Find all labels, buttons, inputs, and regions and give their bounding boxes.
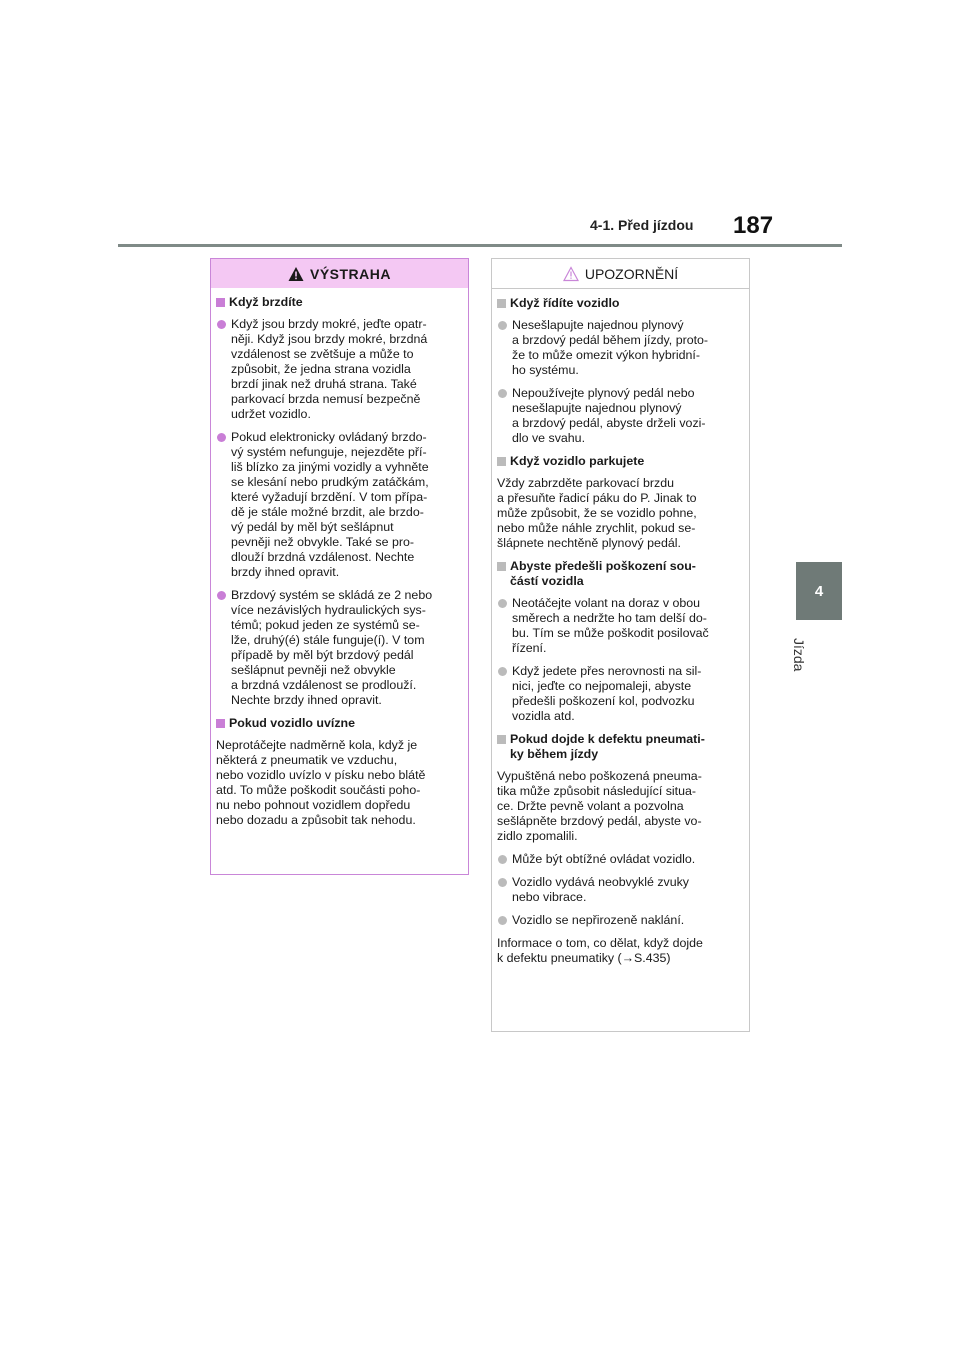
section-title: 4-1. Před jízdou bbox=[590, 217, 694, 233]
subheading: Když řídíte vozidlo bbox=[497, 296, 744, 311]
bullet-item: Může být obtížné ovládat vozidlo. bbox=[497, 852, 744, 867]
warning-header bbox=[211, 259, 468, 288]
square-bullet-icon bbox=[497, 457, 506, 466]
bullet-dot-icon bbox=[498, 855, 507, 864]
bullet-item: Když jedete přes nerovnosti na sil- nici, jeďte co nejpomaleji, abyste předešli poškození kol, podvozku vozidla atd. bbox=[497, 664, 744, 724]
square-bullet-icon bbox=[497, 562, 506, 571]
caution-box bbox=[491, 258, 750, 1032]
bullet-dot-icon bbox=[498, 878, 507, 887]
bullet-item: Brzdový systém se skládá ze 2 nebo více nezávislých hydraulických sys- témů; pokud jeden ze systémů se- lže, druhý(é) stále funguje(í). V tom případě by měl být brzdový pedál sešlápnut pevněji než obvykle a brzdná vzdálenost se prodlouží. Nechte brzdy ihned opravit. bbox=[216, 588, 463, 708]
bullet-item: Pokud elektronicky ovládaný brzdo- vý systém nefunguje, nejezděte pří- liš blízko za jinými vozidly a vyhněte se klesání nebo prudkým zatáčkám, které vyžadují brzdění. V tom přípa- dě je stále možné brzdit, ale brzdo- vý pedál by měl být sešlápnut pevněji než obvykle. Také se pro- dlouží brzdná vzdálenost. Nechte brzdy ihned opravit. bbox=[216, 430, 463, 580]
square-bullet-icon bbox=[216, 719, 225, 728]
warning-box bbox=[210, 258, 469, 875]
header-divider bbox=[118, 244, 842, 247]
caution-title: UPOZORNĚNÍ bbox=[584, 265, 679, 282]
subheading: Abyste předešli poškození sou- částí vozidla bbox=[497, 559, 744, 589]
bullet-dot-icon bbox=[217, 591, 226, 600]
square-bullet-icon bbox=[216, 298, 225, 307]
square-bullet-icon bbox=[497, 735, 506, 744]
subheading: Když brzdíte bbox=[216, 295, 463, 310]
square-bullet-icon bbox=[497, 299, 506, 308]
bullet-dot-icon bbox=[498, 389, 507, 398]
page-reference-paragraph: Informace o tom, co dělat, když dojde k defektu pneumatiky (→S.435) bbox=[497, 936, 703, 965]
bullet-dot-icon bbox=[498, 916, 507, 925]
subheading: Pokud vozidlo uvízne bbox=[216, 716, 463, 731]
bullet-item: Neotáčejte volant na doraz v obou směrech a nedržte ho tam delší do- bu. Tím se může poškodit posilovač řízení. bbox=[497, 596, 744, 656]
chapter-label: Jízda bbox=[791, 638, 807, 672]
bullet-dot-icon bbox=[217, 320, 226, 329]
subheading: Pokud dojde k defektu pneumati- ky během jízdy bbox=[497, 732, 744, 762]
chapter-tab: 4 bbox=[796, 562, 842, 620]
bullet-dot-icon bbox=[498, 321, 507, 330]
warning-triangle-icon bbox=[288, 266, 304, 282]
bullet-item: Vozidlo se nepřirozeně naklání. bbox=[497, 913, 744, 928]
page-number: 187 bbox=[733, 212, 774, 239]
caution-triangle-icon bbox=[563, 266, 579, 282]
bullet-item: Když jsou brzdy mokré, jeďte opatr- něji. Když jsou brzdy mokré, brzdná vzdálenost se zvětšuje a může to způsobit, že jedna strana vozidla brzdí jinak než druhá strana. Také parkovací brzda nemusí bezpečně udržet vozidlo. bbox=[216, 317, 463, 422]
bullet-dot-icon bbox=[217, 433, 226, 442]
bullet-dot-icon bbox=[498, 667, 507, 676]
subheading: Když vozidlo parkujete bbox=[497, 454, 744, 469]
paragraph: Neprotáčejte nadměrně kola, když je některá z pneumatik ve vzduchu, nebo vozidlo uvízlo v písku nebo blátě atd. To může poškodit součásti poho- nu nebo pohnout vozidlem dopředu nebo dozadu a způsobit tak nehodu. bbox=[216, 738, 426, 827]
paragraph: Vždy zabrzděte parkovací brzdu a přesuňte řadicí páku do P. Jinak to může způsobit, že se vozidlo pohne, nebo může náhle zrychlit, pokud se- šlápnete nechtěně plynový pedál. bbox=[497, 476, 697, 550]
paragraph: Vypuštěná nebo poškozená pneuma- tika může způsobit následující situa- ce. Držte pevně volant a pozvolna sešlápněte brzdový pedál, abyste vo- zidlo zpomalili. bbox=[497, 769, 702, 843]
caution-header bbox=[492, 259, 749, 289]
bullet-item: Nesešlapujte najednou plynový a brzdový pedál během jízdy, proto- že to může omezit výkon hybridní- ho systému. bbox=[497, 318, 744, 378]
bullet-item: Vozidlo vydává neobvyklé zvuky nebo vibrace. bbox=[497, 875, 744, 905]
bullet-dot-icon bbox=[498, 599, 507, 608]
bullet-item: Nepoužívejte plynový pedál nebo nesešlapujte najednou plynový a brzdový pedál, abyste drželi vozi- dlo ve svahu. bbox=[497, 386, 744, 446]
warning-title: VÝSTRAHA bbox=[309, 265, 391, 282]
